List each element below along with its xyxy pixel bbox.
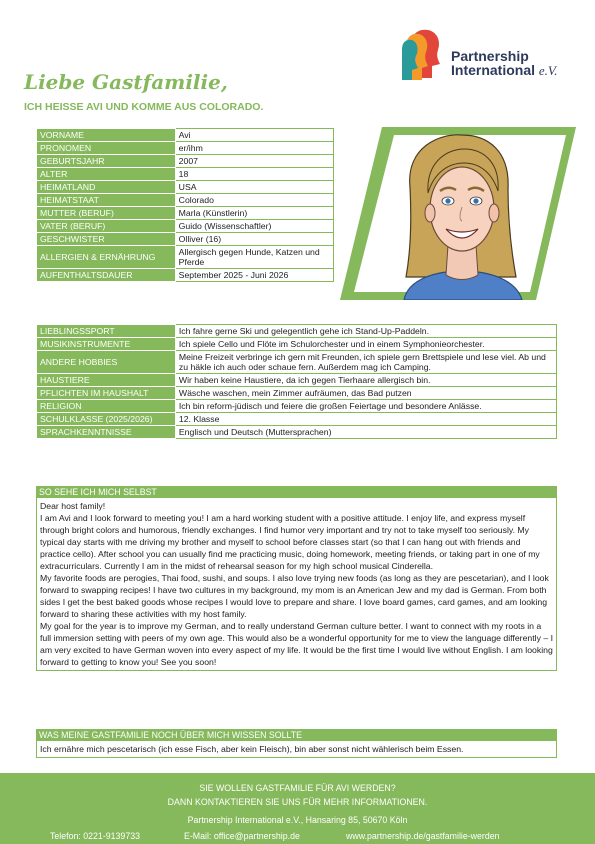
- details-row: [37, 351, 557, 374]
- greeting-title: Liebe Gastfamilie,: [24, 70, 228, 94]
- profile-row-value: Olliver (16): [175, 233, 333, 246]
- details-row-label: ANDERE HOBBIES: [37, 351, 176, 374]
- self-paragraph: My favorite foods are perogies, Thai food, sushi, and soups. I also love trying new foods (as long as they are pescetarian), and I look forward to swapping recipes! I have two cultures in my background, my mom is an American Jew and my dad is German. From both sides I get the best baked goods whose recipes I would love to prepare and share. I love board games, card games, and am looking forward to sharing these activities with my host family.: [40, 573, 549, 619]
- footer-address: Partnership International e.V., Hansaring 85, 50670 Köln: [187, 815, 408, 825]
- profile-row-label: HEIMATSTAAT: [37, 194, 176, 207]
- host-family-note-text: Ich ernähre mich pescetarisch (ich esse Fisch, aber kein Fleisch), bin aber sonst nicht wählerisch beim Essen.: [36, 741, 557, 758]
- profile-row-value: Colorado: [175, 194, 333, 207]
- profile-row-value: Avi: [175, 129, 333, 142]
- self-description-section: [36, 486, 557, 671]
- footer: [0, 773, 595, 844]
- profile-row: [37, 220, 334, 233]
- profile-row-label: ALTER: [37, 168, 176, 181]
- profile-row: [37, 246, 334, 269]
- details-row-label: SPRACHKENNTNISSE: [37, 426, 176, 439]
- footer-website[interactable]: www.partnership.de/gastfamilie-werden: [346, 831, 500, 841]
- footer-phone: Telefon: 0221-9139733: [50, 831, 141, 841]
- profile-row: [37, 269, 334, 282]
- details-row-label: HAUSTIERE: [37, 374, 176, 387]
- details-row-value: Englisch und Deutsch (Muttersprachen): [175, 426, 556, 439]
- profile-row: [37, 207, 334, 220]
- profile-table: [36, 128, 334, 282]
- details-row: [37, 413, 557, 426]
- details-row-label: SCHULKLASSE (2025/2026): [37, 413, 176, 426]
- details-row-value: Wäsche waschen, mein Zimmer aufräumen, das Bad putzen: [175, 387, 556, 400]
- profile-row-label: PRONOMEN: [37, 142, 176, 155]
- profile-row: [37, 155, 334, 168]
- footer-cta-line2: DANN KONTAKTIEREN SIE UNS FÜR MEHR INFORMATIONEN.: [167, 797, 428, 807]
- details-row-value: Ich fahre gerne Ski und gelegentlich gehe ich Stand-Up-Paddeln.: [175, 325, 556, 338]
- details-table: [36, 324, 557, 439]
- profile-row-value: 18: [175, 168, 333, 181]
- profile-row: [37, 194, 334, 207]
- details-row-value: Ich spiele Cello und Flöte im Schulorchester und in einem Symphonieorchester.: [175, 338, 556, 351]
- self-description-heading: SO SEHE ICH MICH SELBST: [36, 486, 557, 498]
- details-row-label: PFLICHTEN IM HAUSHALT: [37, 387, 176, 400]
- profile-row-label: AUFENTHALTSDAUER: [37, 269, 176, 282]
- self-paragraph: Dear host family!: [40, 501, 106, 511]
- details-row: [37, 387, 557, 400]
- profile-row-value: 2007: [175, 155, 333, 168]
- profile-row-value: Marla (Künstlerin): [175, 207, 333, 220]
- details-row: [37, 338, 557, 351]
- self-description-body: [36, 498, 557, 671]
- profile-row: [37, 168, 334, 181]
- profile-row-label: MUTTER (BERUF): [37, 207, 176, 220]
- details-row-label: RELIGION: [37, 400, 176, 413]
- details-row: [37, 374, 557, 387]
- details-row: [37, 400, 557, 413]
- logo-line1: Partnership: [451, 48, 529, 64]
- profile-row-label: VATER (BERUF): [37, 220, 176, 233]
- host-family-note-section: [36, 729, 557, 758]
- profile-row-value: Allergisch gegen Hunde, Katzen und Pferde: [175, 246, 333, 269]
- logo-line2: International: [451, 62, 536, 78]
- partnership-logo: [402, 28, 582, 82]
- profile-row-value: September 2025 - Juni 2026: [175, 269, 333, 282]
- profile-row: [37, 233, 334, 246]
- profile-row-value: Guido (Wissenschaftler): [175, 220, 333, 233]
- details-row-value: Wir haben keine Haustiere, da ich gegen Tierhaare allergisch bin.: [175, 374, 556, 387]
- logo-suffix: e.V.: [538, 63, 558, 78]
- details-row-value: 12. Klasse: [175, 413, 556, 426]
- profile-row-label: VORNAME: [37, 129, 176, 142]
- greeting-subtitle: ICH HEISSE AVI UND KOMME AUS COLORADO.: [24, 101, 264, 113]
- profile-row-value: er/ihm: [175, 142, 333, 155]
- profile-row-label: HEIMATLAND: [37, 181, 176, 194]
- details-row: [37, 426, 557, 439]
- logo-heads-icon: [402, 28, 450, 80]
- profile-row-label: GEBURTSJAHR: [37, 155, 176, 168]
- profile-row-label: GESCHWISTER: [37, 233, 176, 246]
- self-paragraph: My goal for the year is to improve my German, and to really understand German culture better. I want to connect with my roots in a full immersion setting with peers of my own age. This would also be a wonderful opportunity for me to view the language differently – I am very excited to have German woven into every aspect of my life. It would be the first time I would live without English. I am looking forward to getting to know you! See you soon!: [40, 621, 553, 667]
- details-row-label: LIEBLINGSSPORT: [37, 325, 176, 338]
- footer-cta-line1: SIE WOLLEN GASTFAMILIE FÜR AVI WERDEN?: [199, 783, 396, 793]
- profile-row: [37, 142, 334, 155]
- host-family-note-heading: WAS MEINE GASTFAMILIE NOCH ÜBER MICH WISSEN SOLLTE: [36, 729, 557, 741]
- profile-row-value: USA: [175, 181, 333, 194]
- student-photo: [340, 127, 576, 300]
- profile-row: [37, 129, 334, 142]
- details-row-value: Ich bin reform-jüdisch und feiere die großen Feiertage und besondere Anlässe.: [175, 400, 556, 413]
- profile-row: [37, 181, 334, 194]
- details-row: [37, 325, 557, 338]
- logo-text: [451, 49, 557, 78]
- details-row-value: Meine Freizeit verbringe ich gern mit Freunden, ich spiele gern Brettspiele und lese viel. Ab und zu häkle ich auch oder schaue fern. Außerdem mag ich Camping.: [175, 351, 556, 374]
- footer-email[interactable]: E-Mail: office@partnership.de: [184, 831, 300, 841]
- self-paragraph: I am Avi and I look forward to meeting you! I am a hard working student with a positive attitude. I enjoy life, and express myself through bright colors and humorous, friendly exchanges. I find humor very important and try not to take myself too seriously. My typical day starts with me driving my brother and myself to school before classes start (so that I can hang out with friends and practice cello). After school you can usually find me practicing music, doing homework, meeting friends, or taking part in one of my extracurriculars. Currently I am in the midst of rehearsal season for my high school musical Cinderella.: [40, 513, 540, 571]
- profile-row-label: ALLERGIEN & ERNÄHRUNG: [37, 246, 176, 269]
- details-row-label: MUSIKINSTRUMENTE: [37, 338, 176, 351]
